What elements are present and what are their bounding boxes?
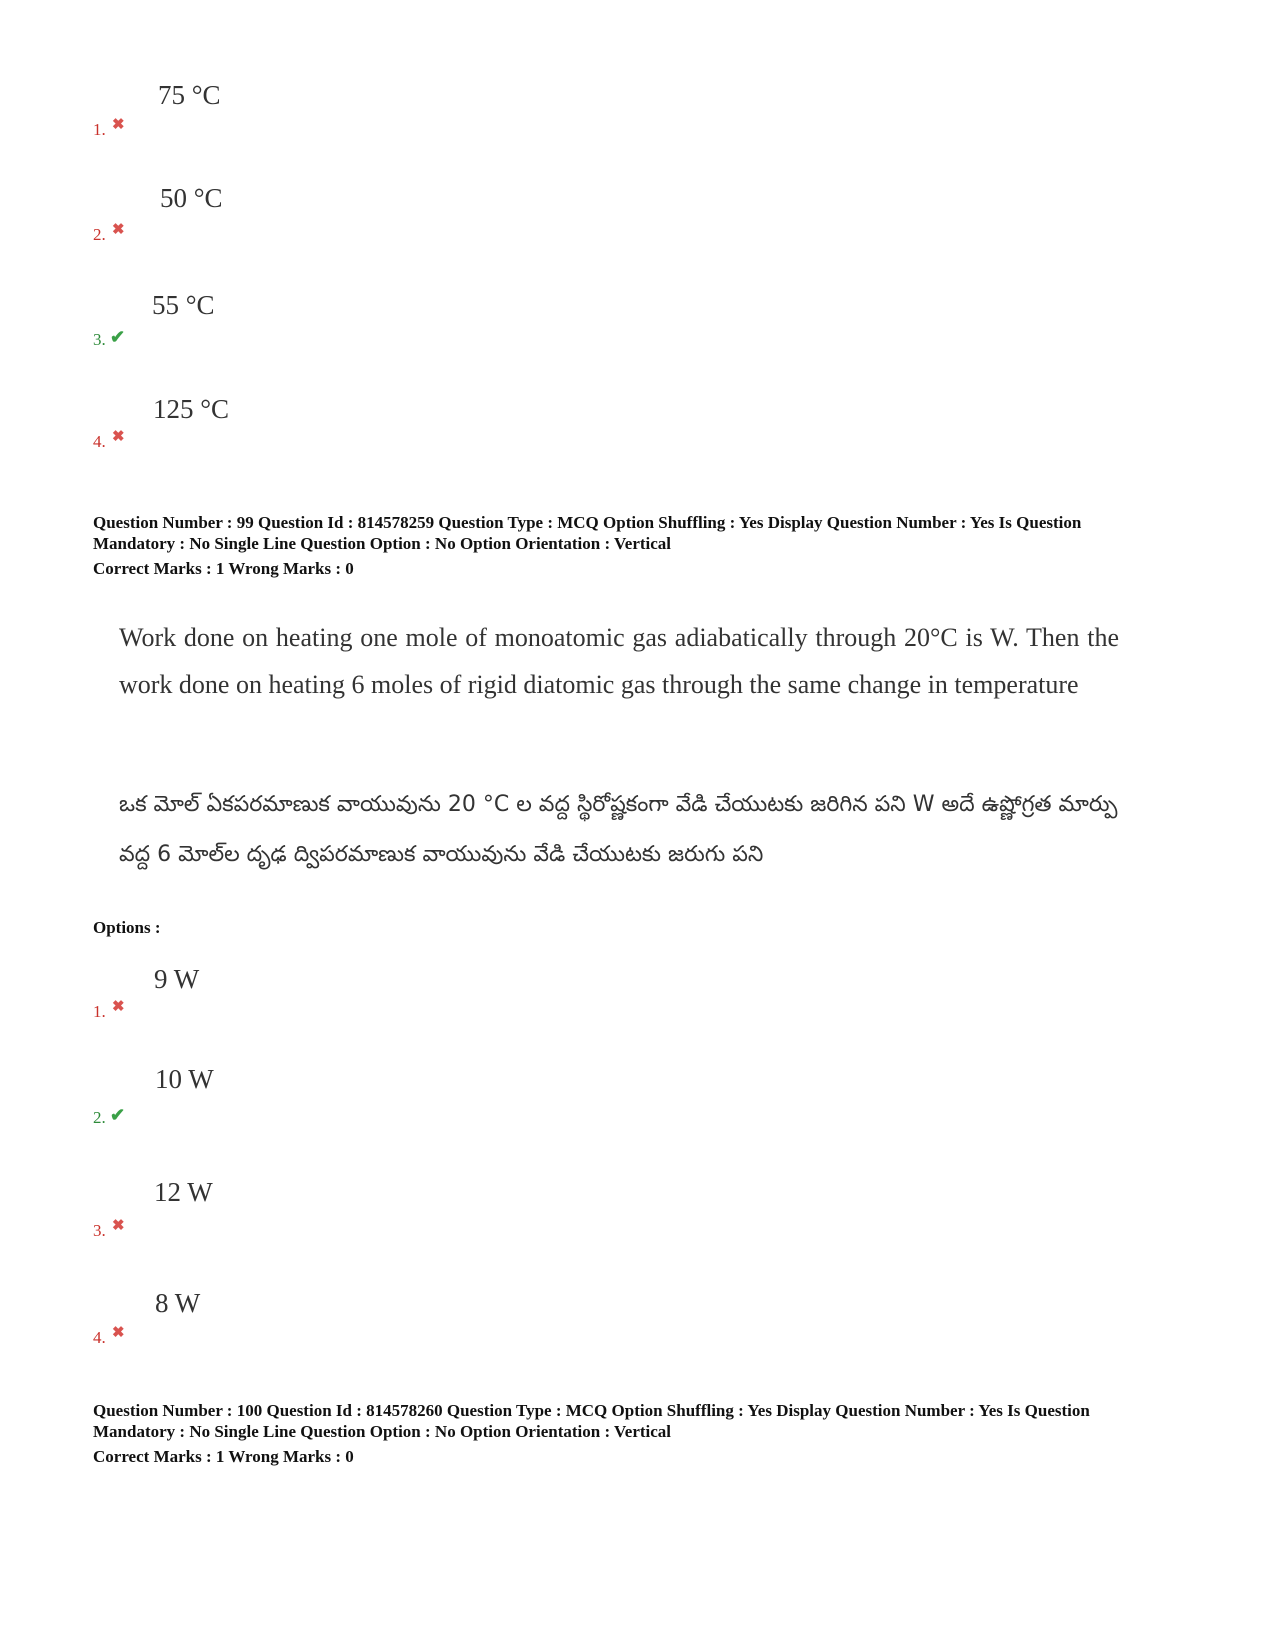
option-number: 2. [93,1108,106,1127]
check-icon: ✔ [110,1105,126,1125]
option-value: 8 W [155,1288,201,1318]
option-value: 10 W [155,1064,214,1094]
option-value: 55 °C [152,290,215,320]
cross-icon: ✖ [112,222,125,238]
options-label: Options : [93,918,161,937]
question-99-text-english: Work done on heating one mole of monoatomic gas adiabatically through 20°C is W. Then the work done on heating 6 moles of rigid diatomic gas through the same change in temperature [119,623,1119,699]
meta-line-2: Mandatory : No Single Line Question Option : No Option Orientation : Vertical [93,1422,672,1441]
q99-option-3 [0,1177,400,1247]
option-number: 4. [93,432,106,451]
option-number: 2. [93,225,106,244]
cross-icon: ✖ [112,999,125,1015]
q99-option-4 [0,1288,400,1358]
option-number: 4. [93,1328,106,1347]
prev-option-4 [0,394,400,464]
option-value: 12 W [154,1177,213,1207]
cross-icon: ✖ [112,1325,125,1341]
marks-line: Correct Marks : 1 Wrong Marks : 0 [93,559,354,578]
q99-option-1 [0,964,400,1034]
check-icon: ✔ [110,327,126,347]
q99-option-2 [0,1064,400,1134]
option-number: 1. [93,120,106,139]
option-number: 3. [93,330,106,349]
question-99-meta [93,512,1203,579]
meta-line-2: Mandatory : No Single Line Question Option : No Option Orientation : Vertical [93,534,672,553]
question-99-text-telugu: ఒక మోల్ ఏకపరమాణుక వాయువును 20 °C ల వద్ద స్థిరోష్ణకంగా వేడి చేయుటకు జరిగిన పని W అదే ఉష్ణోగ్రత మార్పు వద్ద 6 మోల్‌ల దృఢ ద్విపరమాణుక వాయువును వేడి చేయుటకు జరుగు పని [119,792,1118,867]
cross-icon: ✖ [112,1218,125,1234]
prev-option-3 [0,290,400,360]
option-value: 75 °C [158,80,221,110]
prev-option-1 [0,80,400,150]
marks-line: Correct Marks : 1 Wrong Marks : 0 [93,1447,354,1466]
option-number: 1. [93,1002,106,1021]
option-value: 50 °C [160,183,223,213]
meta-line-1: Question Number : 100 Question Id : 814578260 Question Type : MCQ Option Shuffling : Yes Display Question Number : Yes Is Question [93,1401,1090,1420]
question-100-meta [93,1400,1203,1467]
option-value: 9 W [154,964,200,994]
option-number: 3. [93,1221,106,1240]
prev-option-2 [0,183,400,253]
option-value: 125 °C [153,394,230,424]
meta-line-1: Question Number : 99 Question Id : 814578259 Question Type : MCQ Option Shuffling : Yes Display Question Number : Yes Is Question [93,513,1082,532]
cross-icon: ✖ [112,429,125,445]
cross-icon: ✖ [112,117,125,133]
